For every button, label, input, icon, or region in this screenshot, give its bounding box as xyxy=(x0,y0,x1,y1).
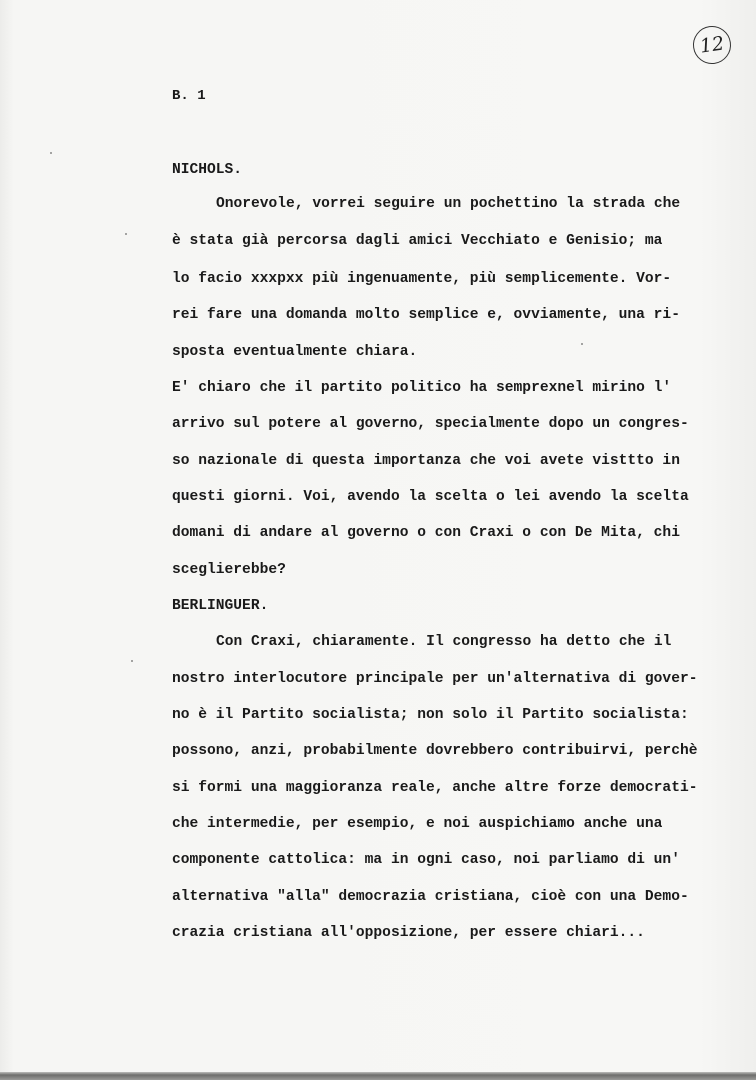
page-number-stamp: 12 xyxy=(691,24,734,67)
paper-speck xyxy=(125,233,127,235)
paper-speck xyxy=(50,152,52,154)
text-line: so nazionale di questa importanza che voi avete visttto in xyxy=(172,453,680,469)
text-line: questi giorni. Voi, avendo la scelta o lei avendo la scelta xyxy=(172,489,689,505)
text-line: si formi una maggioranza reale, anche altre forze democrati- xyxy=(172,780,698,796)
text-line: alternativa "alla" democrazia cristiana, cioè con una Demo- xyxy=(172,889,689,905)
text-line: Con Craxi, chiaramente. Il congresso ha detto che il xyxy=(216,634,672,650)
speaker-berlinguer: BERLINGUER. xyxy=(172,598,269,614)
text-line: sposta eventualmente chiara. xyxy=(172,344,418,360)
text-line: lo facio xxxpxx più ingenuamente, più semplicemente. Vor- xyxy=(172,271,672,287)
paper-speck xyxy=(581,343,583,345)
text-line: E' chiaro che il partito politico ha semprexnel mirino l' xyxy=(172,380,672,396)
speaker-nichols: NICHOLS. xyxy=(172,162,243,178)
text-line: è stata già percorsa dagli amici Vecchiato e Genisio; ma xyxy=(172,233,663,249)
text-line: crazia cristiana all'opposizione, per essere chiari... xyxy=(172,925,645,941)
paper-speck xyxy=(131,660,133,662)
text-line: sceglierebbe? xyxy=(172,562,286,578)
text-line: domani di andare al governo o con Craxi o con De Mita, chi xyxy=(172,525,680,541)
text-line: nostro interlocutore principale per un'alternativa di gover- xyxy=(172,671,698,687)
text-line: componente cattolica: ma in ogni caso, noi parliamo di un' xyxy=(172,852,680,868)
text-line: rei fare una domanda molto semplice e, ovviamente, una ri- xyxy=(172,307,680,323)
text-line: Onorevole, vorrei seguire un pochettino la strada che xyxy=(216,196,681,212)
text-line: che intermedie, per esempio, e noi auspichiamo anche una xyxy=(172,816,663,832)
text-line: possono, anzi, probabilmente dovrebbero contribuirvi, perchè xyxy=(172,743,698,759)
text-line: arrivo sul potere al governo, specialmente dopo un congres- xyxy=(172,416,689,432)
text-line: no è il Partito socialista; non solo il Partito socialista: xyxy=(172,707,689,723)
page-bottom-edge xyxy=(0,1072,756,1080)
document-reference: B. 1 xyxy=(172,88,206,104)
